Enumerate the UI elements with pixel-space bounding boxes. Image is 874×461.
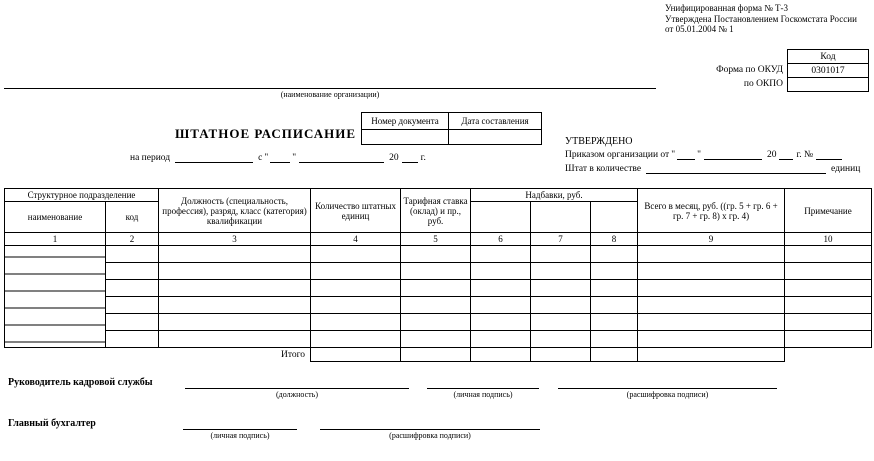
staff-units-label: единиц bbox=[831, 164, 861, 174]
table-cell bbox=[638, 263, 785, 280]
order-month-blank bbox=[704, 149, 762, 160]
table-cell bbox=[638, 280, 785, 297]
table-cell bbox=[106, 331, 159, 348]
table-row bbox=[5, 246, 872, 263]
table-cell bbox=[531, 314, 591, 331]
column-number: 7 bbox=[531, 233, 591, 246]
form-stamp bbox=[665, 3, 873, 35]
header-position: Должность (специальность, профессия), разряд, класс (категория) квалификации bbox=[159, 189, 311, 233]
table-cell bbox=[785, 314, 872, 331]
quote-mark: " bbox=[671, 150, 676, 160]
code-box-labels bbox=[600, 63, 783, 91]
hr-position-caption: (должность) bbox=[276, 390, 318, 399]
table-cell bbox=[591, 246, 638, 263]
table-cell bbox=[159, 280, 311, 297]
column-number: 8 bbox=[591, 233, 638, 246]
approval-order-line bbox=[565, 149, 842, 160]
form-stamp-line: Унифицированная форма № Т-3 bbox=[665, 3, 789, 13]
table-row bbox=[5, 297, 872, 314]
period-line bbox=[130, 152, 426, 163]
approval-order-prefix: Приказом организации от bbox=[565, 150, 670, 160]
column-number: 6 bbox=[471, 233, 531, 246]
table-cell bbox=[638, 314, 785, 331]
table-cell bbox=[785, 280, 872, 297]
period-year-prefix: 20 bbox=[389, 153, 399, 163]
hr-transcript-blank bbox=[558, 377, 777, 389]
hr-manager-title: Руководитель кадровой службы bbox=[8, 377, 153, 388]
table-cell bbox=[159, 263, 311, 280]
table-cell bbox=[159, 297, 311, 314]
approval-staff-line bbox=[565, 163, 860, 174]
table-cell bbox=[591, 314, 638, 331]
table-cell bbox=[311, 263, 401, 280]
period-day-blank bbox=[270, 152, 290, 163]
table-cell bbox=[106, 263, 159, 280]
table-cell bbox=[785, 297, 872, 314]
total-cell bbox=[591, 348, 638, 362]
total-row-note-gap bbox=[785, 348, 872, 362]
doc-date-value-cell bbox=[449, 130, 542, 145]
quote-mark: " bbox=[264, 153, 269, 163]
total-cell bbox=[531, 348, 591, 362]
period-label: на период bbox=[130, 153, 171, 163]
header-monthly-total: Всего в месяц, руб. ((гр. 5 + гр. 6 + гр. 7 + гр. 8) х гр. 4) bbox=[638, 189, 785, 233]
column-number: 3 bbox=[159, 233, 311, 246]
organization-name-blank bbox=[4, 88, 656, 89]
table-cell bbox=[471, 331, 531, 348]
column-number: 9 bbox=[638, 233, 785, 246]
table-cell bbox=[531, 297, 591, 314]
table-cell bbox=[106, 280, 159, 297]
okpo-label: по ОКПО bbox=[743, 79, 783, 89]
header-bonus-sub bbox=[471, 202, 531, 233]
accountant-transcript-caption: (расшифровка подписи) bbox=[389, 431, 471, 440]
doc-number-value-cell bbox=[362, 130, 449, 145]
table-cell bbox=[311, 297, 401, 314]
table-cell bbox=[106, 314, 159, 331]
order-year: 20 bbox=[766, 150, 777, 160]
table-cell bbox=[311, 314, 401, 331]
table-cell bbox=[401, 263, 471, 280]
table-cell bbox=[471, 263, 531, 280]
table-row bbox=[5, 314, 872, 331]
hr-transcript-caption: (расшифровка подписи) bbox=[626, 390, 709, 399]
table-cell bbox=[785, 246, 872, 263]
total-cell bbox=[311, 348, 401, 362]
header-name: наименование bbox=[5, 202, 106, 233]
header-rate: Тарифная ставка (оклад) и пр., руб. bbox=[401, 189, 471, 233]
total-cell bbox=[401, 348, 471, 362]
table-cell bbox=[471, 314, 531, 331]
quote-mark: " bbox=[292, 153, 297, 163]
table-cell bbox=[106, 297, 159, 314]
table-cell bbox=[159, 246, 311, 263]
table-cell bbox=[531, 280, 591, 297]
table-cell bbox=[471, 246, 531, 263]
doc-date-header: Дата составления bbox=[449, 113, 542, 130]
header-bonus-sub bbox=[591, 202, 638, 233]
period-preposition: с bbox=[258, 153, 263, 163]
column-number: 10 bbox=[785, 233, 872, 246]
accountant-transcript-field bbox=[320, 418, 540, 440]
hr-position-blank bbox=[185, 377, 409, 389]
table-cell bbox=[401, 331, 471, 348]
table-cell bbox=[311, 280, 401, 297]
header-bonuses-group: Надбавки, руб. bbox=[471, 189, 638, 202]
order-year-blank bbox=[779, 149, 793, 160]
table-cell-name-column bbox=[5, 246, 106, 348]
table-cell bbox=[591, 263, 638, 280]
approval-title: УТВЕРЖДЕНО bbox=[565, 136, 633, 147]
page-title: ШТАТНОЕ РАСПИСАНИЕ bbox=[175, 126, 357, 141]
form-stamp-line: Утверждена Постановлением Госкомстата России bbox=[665, 13, 857, 24]
table-cell bbox=[638, 331, 785, 348]
header-structural-group: Структурное подразделение bbox=[5, 189, 159, 202]
table-cell bbox=[311, 331, 401, 348]
table-cell bbox=[471, 280, 531, 297]
table-cell bbox=[638, 246, 785, 263]
header-note: Примечание bbox=[785, 189, 872, 233]
table-cell bbox=[591, 331, 638, 348]
period-year-blank bbox=[402, 152, 418, 163]
okud-value-cell: 0301017 bbox=[788, 64, 869, 78]
order-day-blank bbox=[677, 149, 695, 160]
form-stamp-line: от 05.01.2004 № 1 bbox=[665, 24, 734, 34]
table-cell bbox=[159, 314, 311, 331]
table-cell bbox=[401, 246, 471, 263]
table-cell bbox=[401, 297, 471, 314]
doc-number-header: Номер документа bbox=[362, 113, 449, 130]
header-code: код bbox=[106, 202, 159, 233]
code-box bbox=[787, 49, 869, 92]
okud-label: Форма по ОКУД bbox=[716, 65, 783, 75]
accountant-signature-caption: (личная подпись) bbox=[210, 431, 270, 440]
organization-caption: (наименование организации) bbox=[280, 90, 380, 99]
table-cell bbox=[638, 297, 785, 314]
table-cell bbox=[531, 246, 591, 263]
column-number: 1 bbox=[5, 233, 106, 246]
accountant-signature-field bbox=[183, 418, 297, 440]
hr-position-field bbox=[185, 377, 409, 399]
column-number: 4 bbox=[311, 233, 401, 246]
period-year-suffix: г. bbox=[420, 153, 426, 163]
header-bonus-sub bbox=[531, 202, 591, 233]
order-number-label: г. № bbox=[796, 150, 814, 160]
quote-mark: " bbox=[697, 150, 701, 160]
table-cell bbox=[591, 280, 638, 297]
table-cell bbox=[785, 331, 872, 348]
column-number: 2 bbox=[106, 233, 159, 246]
header-staff-count: Количество штатных единиц bbox=[311, 189, 401, 233]
staff-count-blank bbox=[646, 163, 826, 174]
table-row bbox=[5, 331, 872, 348]
table-row bbox=[5, 263, 872, 280]
table-cell bbox=[785, 263, 872, 280]
table-cell bbox=[401, 314, 471, 331]
chief-accountant-title: Главный бухгалтер bbox=[8, 418, 96, 429]
accountant-signature-blank bbox=[183, 418, 297, 430]
total-row bbox=[5, 348, 872, 362]
table-cell bbox=[531, 263, 591, 280]
doc-number-date-box bbox=[361, 112, 542, 145]
table-cell bbox=[471, 297, 531, 314]
hr-signature-field bbox=[427, 377, 539, 399]
table-cell bbox=[401, 280, 471, 297]
period-blank bbox=[175, 152, 253, 163]
total-cell bbox=[638, 348, 785, 362]
staff-count-label: Штат в количестве bbox=[565, 164, 642, 174]
order-number-blank bbox=[816, 149, 842, 160]
table-row bbox=[5, 280, 872, 297]
okpo-value-cell bbox=[788, 78, 869, 92]
staffing-table bbox=[4, 188, 872, 362]
table-cell bbox=[311, 246, 401, 263]
table-cell bbox=[106, 246, 159, 263]
accountant-transcript-blank bbox=[320, 418, 540, 430]
table-cell bbox=[531, 331, 591, 348]
hr-signature-blank bbox=[427, 377, 539, 389]
period-month-blank bbox=[299, 152, 384, 163]
column-number: 5 bbox=[401, 233, 471, 246]
table-cell bbox=[159, 331, 311, 348]
hr-signature-caption: (личная подпись) bbox=[453, 390, 513, 399]
total-label: Итого bbox=[280, 349, 306, 360]
total-cell bbox=[471, 348, 531, 362]
hr-transcript-field bbox=[558, 377, 777, 399]
table-cell bbox=[591, 297, 638, 314]
code-box-header: Код bbox=[788, 50, 869, 64]
